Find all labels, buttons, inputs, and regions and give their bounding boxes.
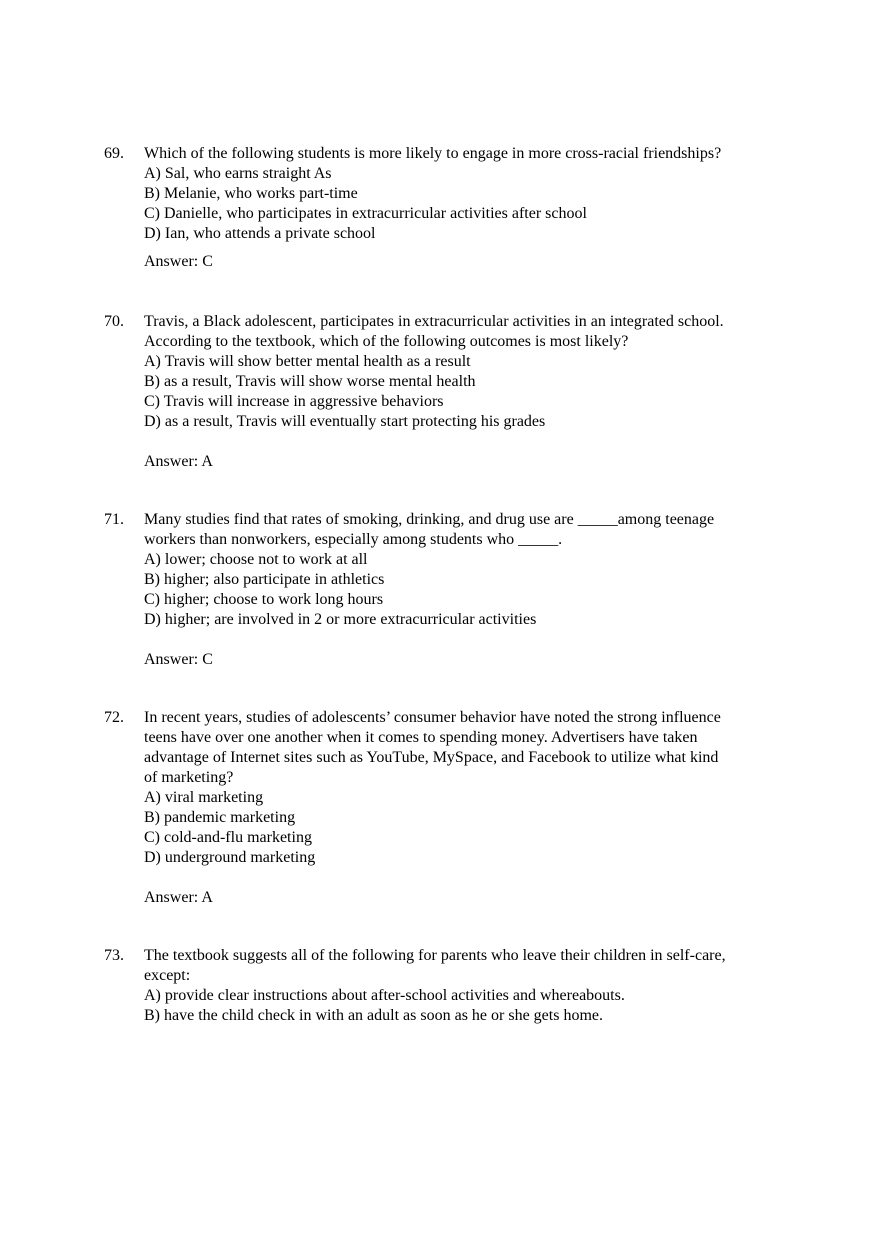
option-d: D) Ian, who attends a private school <box>144 225 376 242</box>
stem-line: teens have over one another when it comes to spending money. Advertisers have taken <box>144 729 698 746</box>
option-a: A) Travis will show better mental health as a result <box>144 353 471 370</box>
answer-options <box>144 550 784 630</box>
question-body <box>144 708 784 908</box>
question-body <box>144 510 784 670</box>
question-row <box>104 312 784 472</box>
question-number: 71. <box>104 511 124 528</box>
answer-key: Answer: A <box>144 889 213 906</box>
question-stem <box>144 144 784 164</box>
answer-key: Answer: A <box>144 453 213 470</box>
stem-line: Which of the following students is more likely to engage in more cross-racial friendships? <box>144 145 722 162</box>
stem-line: The textbook suggests all of the following for parents who leave their children in self-care, <box>144 947 726 964</box>
question-72 <box>104 708 784 908</box>
option-d: D) underground marketing <box>144 849 316 866</box>
option-c: C) cold-and-flu marketing <box>144 829 312 846</box>
stem-line: According to the textbook, which of the following outcomes is most likely? <box>144 333 629 350</box>
option-c: C) Danielle, who participates in extracurricular activities after school <box>144 205 587 222</box>
option-c: C) higher; choose to work long hours <box>144 591 384 608</box>
question-71 <box>104 510 784 670</box>
answer-options <box>144 164 784 244</box>
option-a: A) viral marketing <box>144 789 264 806</box>
answer-options <box>144 788 784 868</box>
question-row <box>104 144 784 272</box>
question-body <box>144 312 784 472</box>
stem-line: advantage of Internet sites such as YouTube, MySpace, and Facebook to utilize what kind <box>144 749 719 766</box>
stem-line: workers than nonworkers, especially among students who _____. <box>144 531 563 548</box>
answer-key: Answer: C <box>144 253 213 270</box>
option-b: B) as a result, Travis will show worse mental health <box>144 373 476 390</box>
question-stem <box>144 946 784 986</box>
option-b: B) pandemic marketing <box>144 809 296 826</box>
question-row <box>104 510 784 670</box>
option-a: A) Sal, who earns straight As <box>144 165 332 182</box>
question-73 <box>104 946 784 1026</box>
option-d: D) higher; are involved in 2 or more extracurricular activities <box>144 611 537 628</box>
stem-line: of marketing? <box>144 769 234 786</box>
question-number: 70. <box>104 313 124 330</box>
question-body <box>144 946 784 1026</box>
stem-line: In recent years, studies of adolescents’ consumer behavior have noted the strong influence <box>144 709 721 726</box>
stem-line: Many studies find that rates of smoking, drinking, and drug use are _____among teenage <box>144 511 715 528</box>
question-row <box>104 708 784 908</box>
question-70 <box>104 312 784 472</box>
question-body <box>144 144 784 272</box>
stem-line: except: <box>144 967 191 984</box>
answer-options <box>144 352 784 432</box>
option-b: B) have the child check in with an adult as soon as he or she gets home. <box>144 1007 603 1024</box>
question-stem <box>144 510 784 550</box>
stem-line: Travis, a Black adolescent, participates in extracurricular activities in an integrated school. <box>144 313 724 330</box>
option-c: C) Travis will increase in aggressive behaviors <box>144 393 444 410</box>
question-number: 73. <box>104 947 124 964</box>
question-row <box>104 946 784 1026</box>
option-d: D) as a result, Travis will eventually start protecting his grades <box>144 413 546 430</box>
answer-options <box>144 986 784 1026</box>
answer-key: Answer: C <box>144 651 213 668</box>
question-stem <box>144 312 784 352</box>
option-b: B) higher; also participate in athletics <box>144 571 385 588</box>
option-a: A) provide clear instructions about after-school activities and whereabouts. <box>144 987 625 1004</box>
option-a: A) lower; choose not to work at all <box>144 551 368 568</box>
question-number: 69. <box>104 145 124 162</box>
option-b: B) Melanie, who works part-time <box>144 185 358 202</box>
question-number: 72. <box>104 709 124 726</box>
question-69 <box>104 144 784 272</box>
question-stem <box>144 708 784 788</box>
